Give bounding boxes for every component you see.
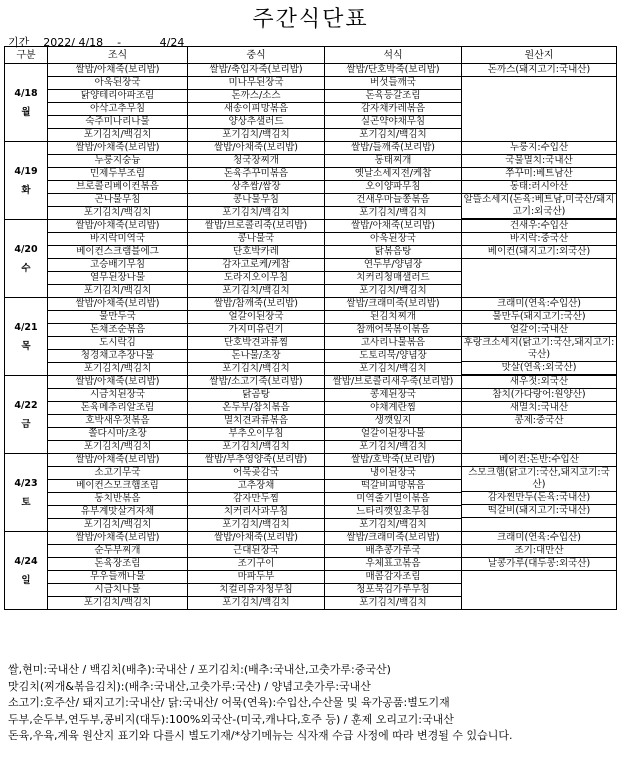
lunch-item: 쌀밥/축입자죽(보리밥) — [188, 64, 324, 77]
origin-item: 콩제:중국산 — [462, 415, 616, 428]
lunch-item: 단호박견과류찜 — [188, 337, 324, 350]
origin-item: 누룽지:수입산 — [462, 142, 616, 155]
breakfast-cell — [48, 532, 188, 610]
lunch-item: 감자고로케/케찹 — [188, 259, 324, 272]
lunch-item: 어묵곶감국 — [188, 467, 324, 480]
day-row — [5, 142, 617, 220]
breakfast-item: 쌀밥/아채죽(보리밥) — [48, 64, 187, 77]
dinner-item: 옛날소세지전/케찹 — [325, 168, 461, 181]
breakfast-item: 브로콜리베이컨볶음 — [48, 181, 187, 194]
dinner-item: 된김치찌개 — [325, 311, 461, 324]
dinner-item: 포기김치/백김치 — [359, 519, 427, 530]
origin-item: 국물멸치:국내산 — [462, 155, 616, 168]
dinner-item: 쌀밥/크래미죽(보리밥) — [325, 298, 461, 311]
breakfast-item: 민제두부조림 — [48, 168, 187, 181]
header-breakfast: 조식 — [48, 47, 188, 64]
dinner-item: 동태찌개 — [325, 155, 461, 168]
lunch-item: 콩나물국 — [188, 233, 324, 246]
dinner-item: 쌀밥/크래미죽(보리밥) — [325, 532, 461, 545]
day-row — [5, 220, 617, 298]
dinner-item: 연두부/양념장 — [325, 259, 461, 272]
dinner-item: 쌀밥/아채죽(보리밥) — [325, 220, 461, 233]
origin-cell — [462, 298, 617, 376]
lunch-item: 새송이피망볶음 — [188, 103, 324, 116]
lunch-item: 조기구이 — [188, 558, 324, 571]
breakfast-item: 포기김치/백김치 — [83, 519, 152, 530]
lunch-item: 마파두부 — [188, 571, 324, 584]
dinner-item: 건새우마늘쫑볶음 — [325, 194, 461, 207]
lunch-cell — [188, 532, 325, 610]
origin-item: 바지락:중국산 — [462, 233, 616, 246]
breakfast-cell — [48, 454, 188, 532]
lunch-cell — [188, 142, 325, 220]
dinner-item: 콩제된장국 — [325, 389, 461, 402]
dinner-item: 쌀밥/호박죽(보리밥) — [325, 454, 461, 467]
breakfast-item: 순두부찌개 — [48, 545, 187, 558]
header-dinner: 석식 — [325, 47, 462, 64]
day-date: 4/23 — [14, 477, 38, 489]
breakfast-item: 무우들깨나물 — [48, 571, 187, 584]
origin-item: 조기:대만산 — [462, 545, 616, 558]
breakfast-item: 포기김치/백김치 — [83, 207, 152, 218]
origin-item: 쭈꾸미:베트남산 — [462, 168, 616, 181]
breakfast-item: 아욱된장국 — [48, 77, 187, 90]
dinner-item: 감자채카레볶음 — [325, 103, 461, 116]
footer-line: 쌀,현미:국내산 / 백김치(배추):국내산 / 포기김치:(배추:국내산,고춧가루:중국산) — [8, 663, 391, 676]
breakfast-item: 쌀밥/아채죽(보리밥) — [48, 454, 187, 467]
lunch-item: 쌀밥/브로콜리죽(보리밥) — [188, 220, 324, 233]
origin-item: 새멸치:국내산 — [462, 402, 616, 415]
footer-line: 두부,순두부,연두부,콩비지(대두):100%외국산-(미국,캐나다,호주 등) / 훈제 오리고기:국내산 — [8, 712, 454, 726]
dinner-item: 포기김치/백김치 — [359, 285, 427, 296]
day-row — [5, 64, 617, 142]
breakfast-item: 아삭고추무침 — [48, 103, 187, 116]
day-date: 4/19 — [14, 165, 38, 177]
day-weekday: 월 — [21, 106, 31, 118]
dinner-item: 버섯들깨국 — [325, 77, 461, 90]
breakfast-cell — [48, 298, 188, 376]
dinner-item: 포기김치/백김치 — [359, 597, 427, 608]
dinner-item: 쌀밥/단호박죽(보리밥) — [325, 64, 461, 77]
dinner-item: 오이양파무침 — [325, 181, 461, 194]
dinner-item: 쌀밥/브로콜리새우죽(보리밥) — [325, 376, 461, 389]
dinner-item: 떡갈비피망볶음 — [325, 480, 461, 493]
day-label — [5, 532, 48, 610]
origin-item: 알뜰소세지(돈육:베트남,미국산/돼지고기:외국산) — [463, 194, 615, 217]
breakfast-item: 시금치나물 — [48, 584, 187, 597]
day-row — [5, 532, 617, 610]
lunch-item: 상추쌈/쌈장 — [188, 181, 324, 194]
breakfast-item: 누룽지숭늉 — [48, 155, 187, 168]
origin-item: 돈까스(돼지고기:국내산) — [462, 64, 616, 77]
footer-line: 돈육,우육,계육 원산지 표기와 다를시 별도기재/*상기메뉴는 식자재 수급 사정에 따라 변경될 수 있습니다. — [8, 729, 513, 742]
dinner-item: 우체표고볶음 — [325, 558, 461, 571]
dinner-item: 치커리청매샐러드 — [325, 272, 461, 285]
breakfast-item: 돈육메추리알조림 — [48, 402, 187, 415]
origin-item: 베이컨(돼지고기:외국산) — [462, 246, 616, 259]
lunch-item: 포기김치/백김치 — [222, 363, 290, 374]
lunch-cell — [188, 454, 325, 532]
breakfast-item: 쫄다시마/초장 — [48, 428, 187, 441]
origin-cell — [462, 532, 617, 610]
breakfast-item: 시금치된장국 — [48, 389, 187, 402]
breakfast-cell — [48, 220, 188, 298]
day-date: 4/24 — [14, 555, 38, 567]
footer-line: 맛김치(찌개&볶음김치):(배추:국내산,고춧가루:국산) / 양념고춧가루:국내산 — [8, 679, 371, 693]
origin-cell — [462, 376, 617, 454]
breakfast-item: 쌀밥/아채죽(보리밥) — [48, 142, 187, 155]
lunch-item: 쌀밥/아채죽(보리밥) — [188, 142, 324, 155]
breakfast-cell — [48, 376, 188, 454]
dinner-item: 고사리나물볶음 — [325, 337, 461, 350]
dinner-item: 아욱된장국 — [325, 233, 461, 246]
lunch-item: 포기김치/백김치 — [222, 207, 290, 218]
breakfast-item: 베이컨스크램블에그 — [48, 246, 187, 259]
breakfast-item: 쌀밥/아채죽(보리밥) — [48, 220, 187, 233]
day-label — [5, 142, 48, 220]
day-weekday: 수 — [21, 262, 31, 274]
lunch-item: 온두부/참치볶음 — [188, 402, 324, 415]
lunch-item: 미나무된장국 — [188, 77, 324, 90]
origin-item: 날콩가루(대두콩:외국산) — [462, 558, 616, 571]
lunch-item: 돈까스/소스 — [188, 90, 324, 103]
origin-cell — [462, 64, 617, 142]
lunch-item: 근대된장국 — [188, 545, 324, 558]
dinner-item: 쌀밥/들깨죽(보리밥) — [325, 142, 461, 155]
dinner-item: 냉이된장국 — [325, 467, 461, 480]
breakfast-item: 포기김치/백김치 — [83, 363, 152, 374]
breakfast-item: 청경채고추장나물 — [48, 350, 187, 363]
day-date: 4/20 — [14, 243, 38, 255]
breakfast-item: 돈채조순볶음 — [48, 324, 187, 337]
dinner-item: 청포묵김가루무침 — [325, 584, 461, 597]
day-label — [5, 220, 48, 298]
lunch-item: 치커리사과무침 — [188, 506, 324, 519]
menu-table — [4, 46, 617, 610]
day-row — [5, 454, 617, 532]
lunch-item: 양상추샐러드 — [188, 116, 324, 129]
lunch-item: 가지미유린기 — [188, 324, 324, 337]
breakfast-item: 호박새우젓볶음 — [48, 415, 187, 428]
lunch-item: 감자만두찜 — [188, 493, 324, 506]
dinner-item: 얼갈이된장나물 — [325, 428, 461, 441]
origin-item: 맛살(연육:외국산) — [462, 362, 616, 375]
breakfast-item: 숙주미나리나물 — [48, 116, 187, 129]
breakfast-item: 고승배기무침 — [48, 259, 187, 272]
day-label — [5, 376, 48, 454]
lunch-item: 닭곰탕 — [188, 389, 324, 402]
lunch-item: 치컬리유자청무침 — [188, 584, 324, 597]
dinner-cell — [325, 376, 462, 454]
dinner-item: 배추콩가루국 — [325, 545, 461, 558]
dinner-item: 포기김치/백김치 — [359, 129, 427, 140]
breakfast-item: 포기김치/백김치 — [83, 285, 152, 296]
origin-cell — [462, 142, 617, 220]
origin-item: 크래미(연육:수입산) — [462, 298, 616, 311]
breakfast-item: 열무된장나물 — [48, 272, 187, 285]
dinner-cell — [325, 298, 462, 376]
lunch-item: 쌀밥/부추영양죽(보리밥) — [188, 454, 324, 467]
period-label: 기간 — [8, 36, 30, 49]
day-label — [5, 64, 48, 142]
day-row — [5, 376, 617, 454]
lunch-cell — [188, 220, 325, 298]
page-title: 주간식단표 — [252, 7, 369, 32]
day-weekday: 목 — [21, 340, 31, 352]
lunch-item: 쌀밥/소고기죽(보리밥) — [188, 376, 324, 389]
breakfast-item: 유부계맛살겨자채 — [48, 506, 187, 519]
period-start: 2022/ 4/18 — [43, 36, 104, 49]
lunch-item: 청국장찌개 — [188, 155, 324, 168]
day-date: 4/22 — [14, 399, 38, 411]
lunch-item: 돈육주꾸미볶음 — [188, 168, 324, 181]
lunch-item: 돈나물/초장 — [188, 350, 324, 363]
breakfast-item: 도시락김 — [48, 337, 187, 350]
lunch-item: 멸치견과류볶음 — [188, 415, 324, 428]
breakfast-item: 닭양테리아파조림 — [48, 90, 187, 103]
origin-item: 감자찐만두(돈육:국내산) — [462, 492, 616, 505]
dinner-item: 닭볶음탕 — [325, 246, 461, 259]
origin-item: 건새우:수입산 — [462, 220, 616, 233]
breakfast-item: 소고기무국 — [48, 467, 187, 480]
dinner-item: 참깨어묵볶이볶음 — [325, 324, 461, 337]
dinner-item: 미역줄기멸이볶음 — [325, 493, 461, 506]
origin-item: 베이컨:돈반:수입산 — [462, 454, 616, 467]
origin-item: 크래미(연육:수입산) — [462, 532, 616, 545]
origin-cell — [462, 454, 617, 532]
origin-item: 새우젓:외국산 — [462, 376, 616, 389]
dinner-item: 돈육등갈조림 — [325, 90, 461, 103]
origin-item: 스모크햄(닭고기:국산,돼지고기:국산) — [462, 467, 616, 492]
day-date: 4/21 — [14, 321, 38, 333]
breakfast-item: 베이컨스모크햄조림 — [48, 480, 187, 493]
header-origin: 원산지 — [462, 47, 617, 64]
dinner-item: 생깻잎지 — [325, 415, 461, 428]
header-row — [5, 47, 617, 64]
breakfast-item: 포기김치/백김치 — [83, 597, 152, 608]
origin-item: 얼갈이:국내산 — [462, 324, 616, 337]
lunch-item: 포기김치/백김치 — [222, 129, 290, 140]
dinner-cell — [325, 64, 462, 142]
breakfast-item: 돈육장조림 — [48, 558, 187, 571]
dinner-item: 야채계란찜 — [325, 402, 461, 415]
day-weekday: 금 — [21, 418, 31, 430]
period-end: 4/24 — [159, 36, 185, 49]
lunch-item: 고추장채 — [188, 480, 324, 493]
origin-item: 동태:러시아산 — [462, 181, 616, 194]
origin-item: 참치(가다랑어:원양산) — [462, 389, 616, 402]
day-weekday: 토 — [21, 496, 31, 508]
lunch-item: 포기김치/백김치 — [222, 597, 290, 608]
lunch-item: 도라지오이무침 — [188, 272, 324, 285]
lunch-item: 얼갈이된장국 — [188, 311, 324, 324]
day-label — [5, 298, 48, 376]
day-date: 4/18 — [14, 87, 38, 99]
lunch-cell — [188, 376, 325, 454]
lunch-cell — [188, 298, 325, 376]
lunch-item: 단호박카레 — [188, 246, 324, 259]
day-weekday: 일 — [21, 574, 31, 586]
lunch-item: 콩나물무침 — [188, 194, 324, 207]
origin-item: 후랑크소세지(닭고기:국산,돼지고기:국산) — [463, 337, 615, 360]
dinner-item: 포기김치/백김치 — [359, 363, 427, 374]
origin-item: 떡갈비(돼지고기:국내산) — [462, 505, 616, 518]
lunch-cell — [188, 64, 325, 142]
footer-notes — [8, 662, 618, 745]
breakfast-cell — [48, 64, 188, 142]
breakfast-cell — [48, 142, 188, 220]
period-separator: - — [117, 36, 122, 49]
dinner-item: 실곤약야채무침 — [325, 116, 461, 129]
breakfast-item: 포기김치/백김치 — [83, 129, 152, 140]
dinner-item: 느타리깻잎초무침 — [325, 506, 461, 519]
breakfast-item: 쌀밥/아채죽(보리밥) — [48, 298, 187, 311]
day-weekday: 화 — [21, 184, 31, 196]
header-lunch: 중식 — [188, 47, 325, 64]
breakfast-item: 포기김치/백김치 — [83, 441, 152, 452]
lunch-item: 포기김치/백김치 — [222, 441, 290, 452]
dinner-item: 포기김치/백김치 — [359, 441, 427, 452]
breakfast-item: 동치반볶음 — [48, 493, 187, 506]
lunch-item: 쌀밥/아채죽(보리밥) — [188, 532, 324, 545]
breakfast-item: 쌀밥/아채죽(보리밥) — [48, 532, 187, 545]
origin-item: 물만두(돼지고기:국산) — [462, 311, 616, 324]
day-row — [5, 298, 617, 376]
dinner-cell — [325, 142, 462, 220]
breakfast-item: 물만두국 — [48, 311, 187, 324]
breakfast-item: 쌀밥/아채죽(보리밥) — [48, 376, 187, 389]
breakfast-item: 바지락미역국 — [48, 233, 187, 246]
lunch-item: 부추오이무침 — [188, 428, 324, 441]
lunch-item: 포기김치/백김치 — [222, 285, 290, 296]
dinner-item: 도토리묵/양념장 — [325, 350, 461, 363]
dinner-item: 포기김치/백김치 — [359, 207, 427, 218]
day-label — [5, 454, 48, 532]
breakfast-item: 곤나물무침 — [48, 194, 187, 207]
dinner-cell — [325, 532, 462, 610]
footer-line: 소고기:호주산/ 돼지고기:국내산/ 닭:국내산/ 어묵(연육):수입산,수산물 및 육가공품:별도기재 — [8, 696, 450, 709]
lunch-item: 포기김치/백김치 — [222, 519, 290, 530]
dinner-item: 매콤감자조림 — [325, 571, 461, 584]
header-day: 구분 — [5, 47, 48, 64]
dinner-cell — [325, 454, 462, 532]
dinner-cell — [325, 220, 462, 298]
lunch-item: 쌀밥/참깨죽(보리밥) — [188, 298, 324, 311]
origin-cell — [462, 220, 617, 298]
